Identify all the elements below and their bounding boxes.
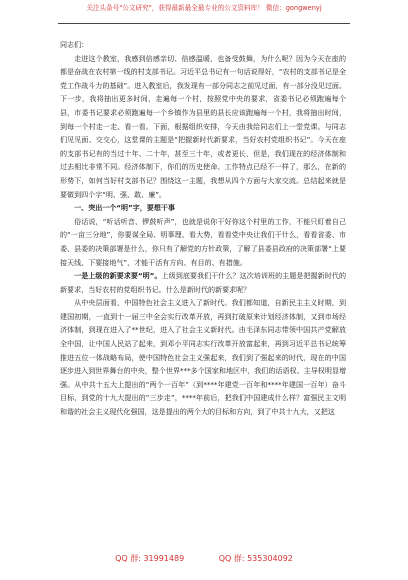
page-header-banner: 关注头条号"公文研究"，获得最新最全最专业的公文资料库！ 微信：gongwenyj [86, 4, 322, 12]
page-footer [0, 553, 408, 564]
greeting: 同志们： [60, 40, 89, 49]
document-body [60, 38, 346, 419]
emphasis-paragraph [60, 269, 346, 296]
footer-qq-group-2: QQ 群: 535304092 [218, 554, 293, 563]
footer-qq-group-1: QQ 群: 31991489 [115, 554, 185, 563]
body-paragraph: 俗话说，“听话听音、锣鼓听声”，也就是说你干好你这个村里的工作，不能只盯着自己的“一亩三分地”，你要谋全局、明事理、看大势，看看党中央让我们干什么，看看省委、市委、县委的决策部署是什么，你只有了解党的方针政策，了解了县委县政府的决策部署“上要接天线、下要接地气”，才能干活有方向、有目的、有措施。 [60, 216, 346, 267]
section-heading: 一、突出一个“明”字，要想干事 [74, 203, 175, 213]
subheading-text: 上级到底要我们干什么？这次培训班的主题是把握新时代的新要求，当好农村的党组织书记。什么是新时代的新要求呢？ [60, 271, 346, 294]
header-divider [58, 23, 350, 24]
subheading-lead: 一是上级的新要求要“明”。 [74, 271, 162, 281]
body-paragraph: 从中央层面看，中国特色社会主义进入了新时代。我们都知道，自新民主主义时期，到建国初期，一直到十一届三中全会实行改革开放，再到打破原来计划经济体制，又到市场经济体制，到现在进入了**世纪，进入了社会主义新时代。由毛泽东同志带领中国共产党解放全中国，让中国人民站了起来，到邓小平同志实行改革开放富起来，再到习近平总书记统筹推进五位一体战略布局，使中国特色社会主义强起来，我们到了强起来的时代，现在的中国逐步进入到世界舞台的中央，整个世界***多个国家和地区中，我们的话语权、主导权明显增强。从中共十五大上提出的“两个一百年”（到****年建党一百年和****年建国一百年）奋斗目标，到党的十九大提出的“三步走”，****年前后，把我们中国建成什么样？富强民主文明和谐的社会主义现代化强国，这是提出的两个大的目标和方向，到了中共十九大，又把这 [60, 298, 346, 417]
body-paragraph: 走进这个教室，我感到倍感亲切、倍感温暖，也备受鼓舞，为什么呢？因为今天在座的都是奋战在农村第一线的村支部书记。习近平总书记有一句话说得好，“农村的支部书记是全党工作战斗力的基础”。进入教室后，我发现有一部分同志之前见过面，有一部分没见过面。下一步，我将抽出更多时间，走遍每一个村，按照党中央的要求，省委书记必须跑遍每个县，市委书记要求必须跑遍每一个乡镇作为县里的县长应该跑遍每一个村，我将抽出时间，到每一个村走一走、看一看。下面，根据组织安排，今天由我给同志们上一堂党课。与同志们见见面、交交心，这堂课的主题是“把握新时代新要求，当好农村党组织书记”。今天在座的支部书记有的当过十年、二十年，甚至三十年，或者更长，但是，我们现在的经济体制和过去相比非常不同。经济体制下，你们的历史使命、工作特点已经不一样了，那么，在新的形势下，如何当好村支部书记？围绕这一主题，我想从四个方面与大家交流。总结起来就是要做到四个字“明、强、敢、廉”。 [60, 53, 346, 199]
